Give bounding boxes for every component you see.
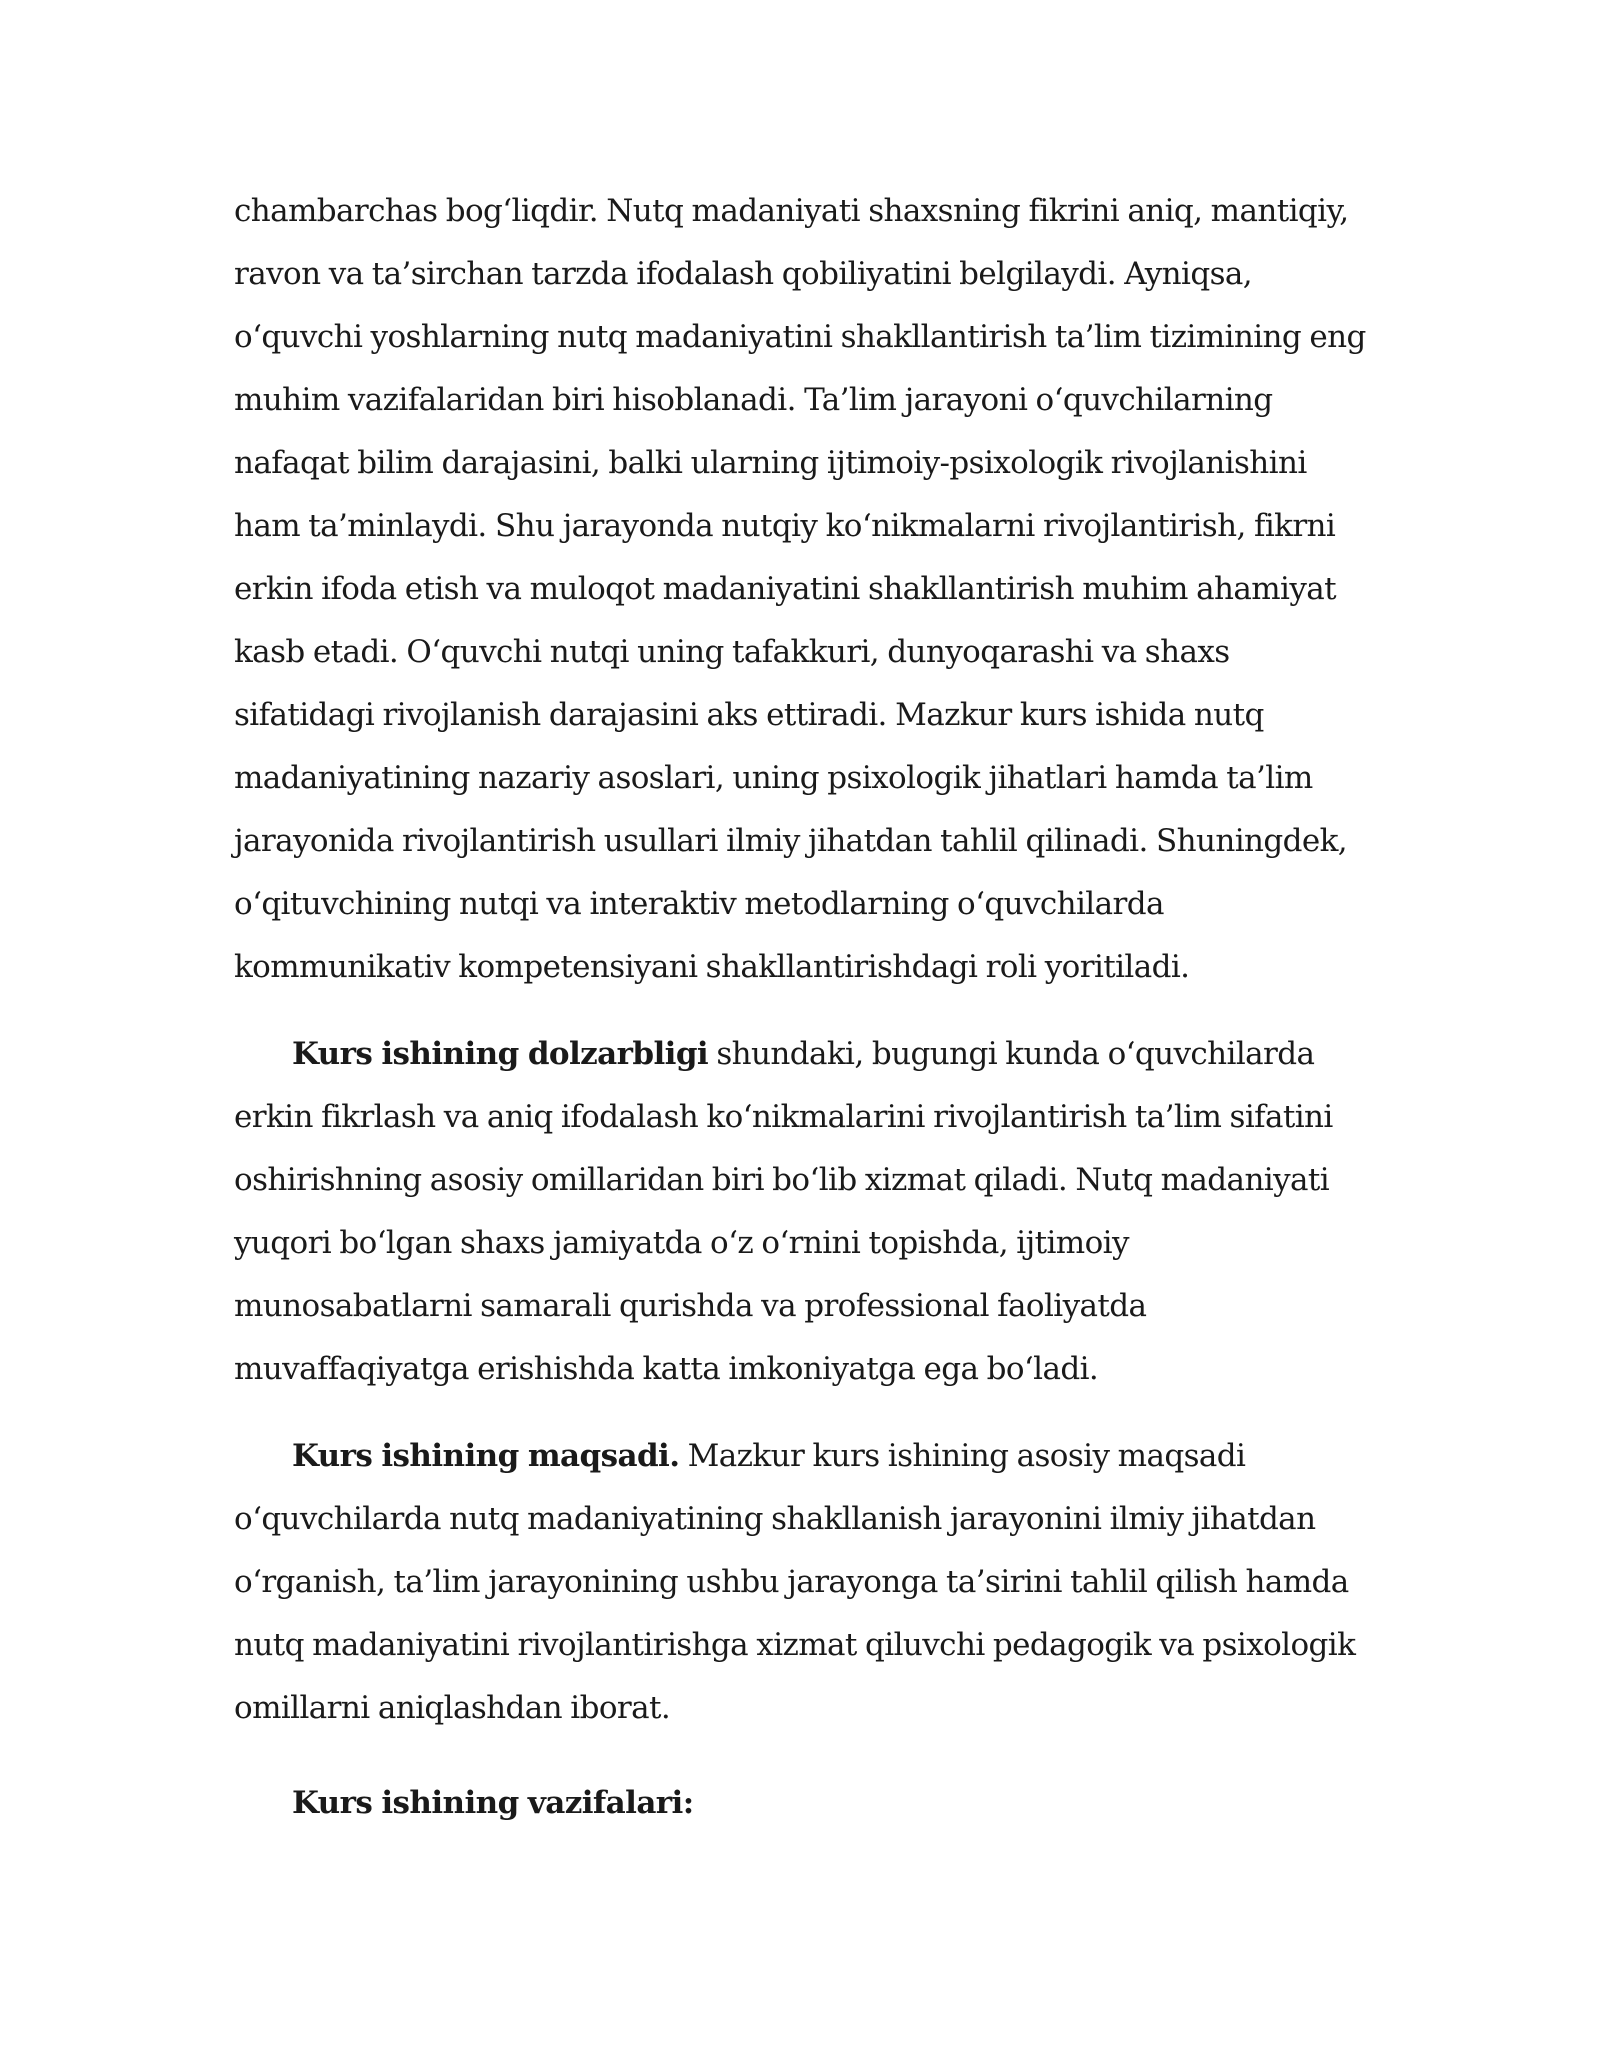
relevance-paragraph <box>234 1023 1374 1401</box>
document-page <box>234 180 1374 1835</box>
relevance-paragraph-text: shundaki, bugungi kunda o‘quvchilarda erkin fikrlash va aniq ifodalash ko‘nikmalarini rivojlantirish ta’lim sifatini oshirishning asosiy omillaridan biri bo‘lib xizmat qiladi. Nutq madaniyati yuqori bo‘lgan shaxs jamiyatda o‘z o‘rnini topishda, ijtimoiy munosabatlarni samarali qurishda va professional faoliyatda muvaffaqiyatga erishishda katta imkoniyatga ega bo‘ladi. <box>234 1036 1333 1387</box>
goal-paragraph <box>234 1425 1374 1740</box>
intro-paragraph <box>234 180 1374 999</box>
intro-paragraph-text: chambarchas bog‘liqdir. Nutq madaniyati shaxsning fikrini aniq, mantiqiy, ravon va ta’sirchan tarzda ifodalash qobiliyatini belgilaydi. Ayniqsa, o‘quvchi yoshlarning nutq madaniyatini shakllantirish ta’lim tizimining eng muhim vazifalaridan biri hisoblanadi. Ta’lim jarayoni o‘quvchilarning nafaqat bilim darajasini, balki ularning ijtimoiy-psixologik rivojlanishini ham ta’minlaydi. Shu jarayonda nutqiy ko‘nikmalarni rivojlantirish, fikrni erkin ifoda etish va muloqot madaniyatini shakllantirish muhim ahamiyat kasb etadi. O‘quvchi nutqi uning tafakkuri, dunyoqarashi va shaxs sifatidagi rivojlanish darajasini aks ettiradi. Mazkur kurs ishida nutq madaniyatining nazariy asoslari, uning psixologik jihatlari hamda ta’lim jarayonida rivojlantirish usullari ilmiy jihatdan tahlil qilinadi. Shuningdek, o‘qituvchining nutqi va interaktiv metodlarning o‘quvchilarda kommunikativ kompetensiyani shakllantirishdagi roli yoritiladi. <box>234 193 1366 985</box>
goal-paragraph-text: Mazkur kurs ishining asosiy maqsadi o‘quvchilarda nutq madaniyatining shakllanish jarayonini ilmiy jihatdan o‘rganish, ta’lim jarayonining ushbu jarayonga ta’sirini tahlil qilish hamda nutq madaniyatini rivojlantirishga xizmat qiluvchi pedagogik va psixologik omillarni aniqlashdan iborat. <box>234 1438 1356 1726</box>
goal-heading: Kurs ishining maqsadi. <box>292 1438 680 1474</box>
relevance-heading: Kurs ishining dolzarbligi <box>292 1036 709 1072</box>
tasks-heading: Kurs ishining vazifalari: <box>292 1785 694 1821</box>
tasks-paragraph <box>234 1772 1374 1835</box>
